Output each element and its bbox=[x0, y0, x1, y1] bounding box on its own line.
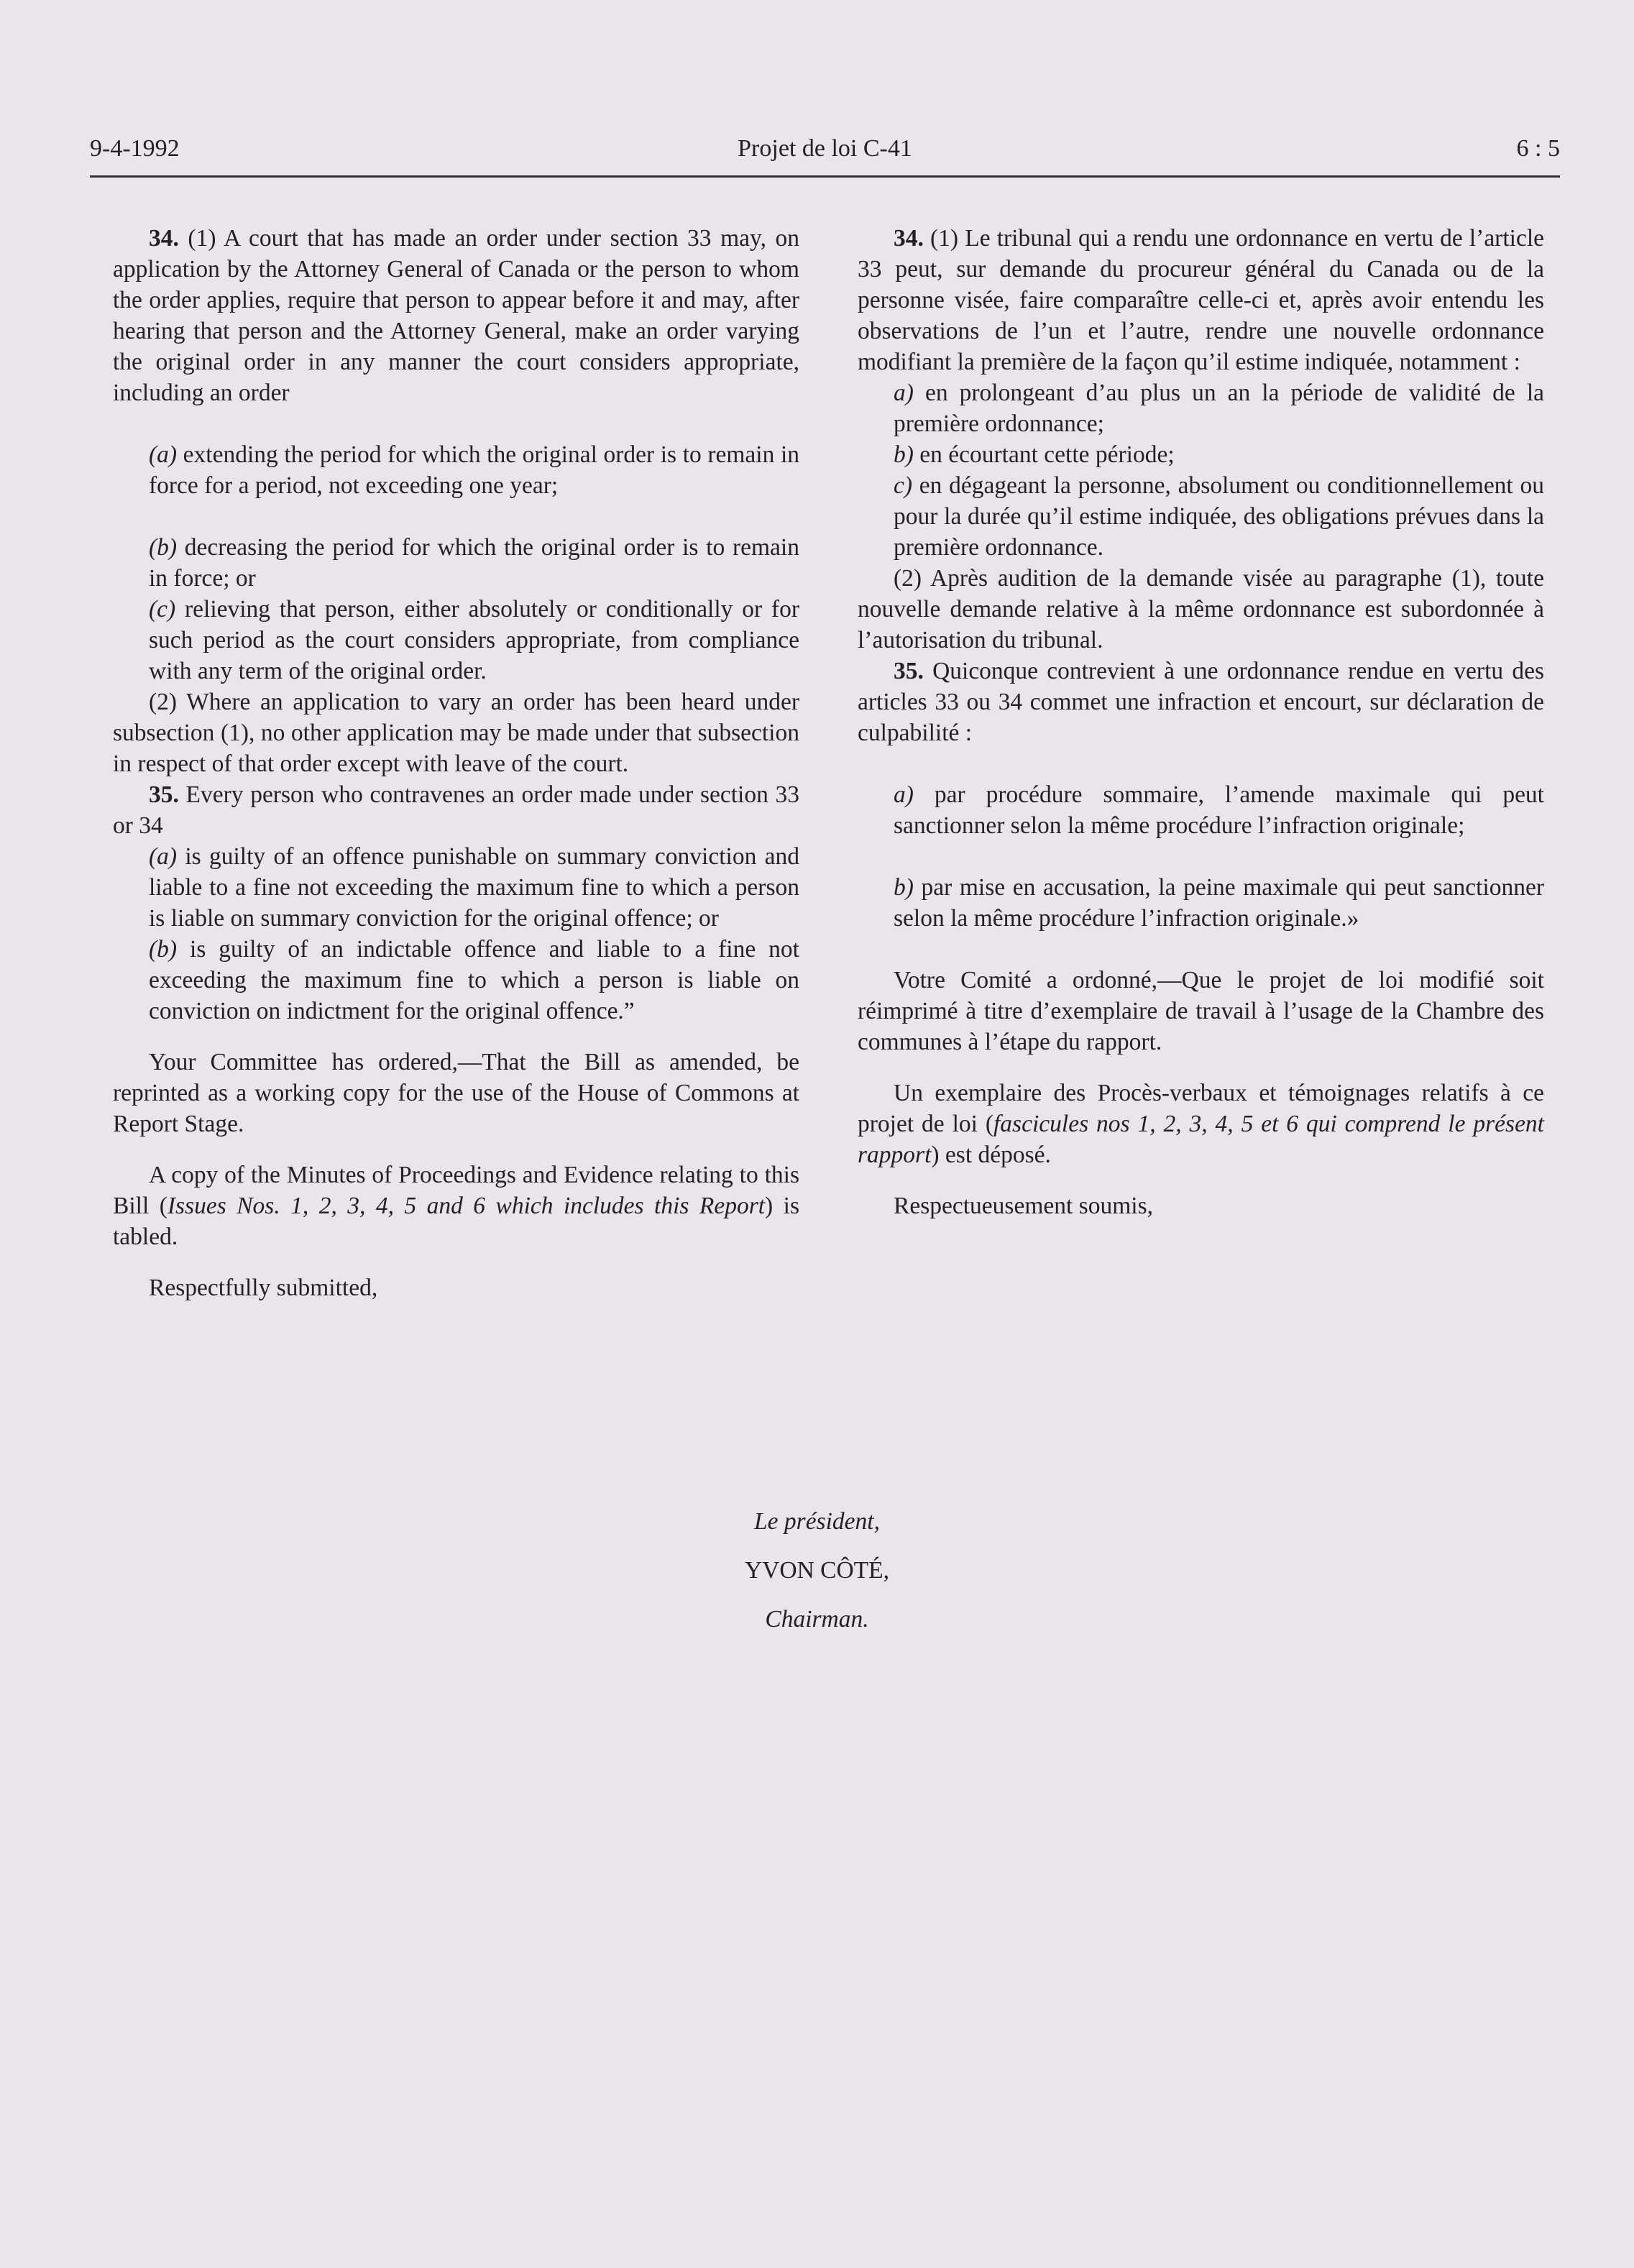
signature-block bbox=[0, 1506, 1634, 1653]
french-column bbox=[858, 223, 1544, 1221]
en-section-35-a: (a) is guilty of an offence punishable on summary conviction and liable to a fine not exceeding the maximum fine to which a person is liable on summary conviction for the original offence; or bbox=[149, 843, 799, 932]
fr-section-34-2: (2) Après audition de la demande visée au paragraphe (1), toute nouvelle demande relative à la même ordonnance est subordonnée à l’autorisation du tribunal. bbox=[858, 565, 1544, 653]
en-minutes-tabled: A copy of the Minutes of Proceedings and Evidence relating to this Bill (Issues Nos. 1, 2, 3, 4, 5 and 6 which includes this Report) is tabled. bbox=[113, 1162, 799, 1250]
page-header bbox=[90, 135, 1560, 178]
fr-section-35-b: b) par mise en accusation, la peine maximale qui peut sanctionner selon la même procédure l’infraction originale.» bbox=[894, 874, 1544, 932]
signature-role-english: Chairman. bbox=[765, 1606, 869, 1633]
en-section-35: 35. Every person who contravenes an order made under section 33 or 34 bbox=[113, 781, 799, 839]
fr-committee-order: Votre Comité a ordonné,—Que le projet de loi modifié soit réimprimé à titre d’exemplaire de travail à l’usage de la Chambre des communes à l’étape du rapport. bbox=[858, 967, 1544, 1055]
fr-minutes-tabled: Un exemplaire des Procès-verbaux et témoignages relatifs à ce projet de loi (fascicules nos 1, 2, 3, 4, 5 et 6 qui comprend le présent rapport) est déposé. bbox=[858, 1080, 1544, 1168]
en-respectfully-submitted: Respectfully submitted, bbox=[149, 1275, 378, 1301]
fr-respectfully-submitted: Respectueusement soumis, bbox=[894, 1193, 1153, 1219]
en-section-34-2: (2) Where an application to vary an order has been heard under subsection (1), no other application may be made under that subsection in respect of that order except with leave of the court. bbox=[113, 689, 799, 777]
en-paragraph-a: (a) extending the period for which the original order is to remain in force for a period, not exceeding one year; bbox=[149, 441, 799, 499]
signature-name: YVON CÔTÉ, bbox=[745, 1557, 889, 1584]
fr-section-35-a: a) par procédure sommaire, l’amende maximale qui peut sanctionner selon la même procédure l’infraction originale; bbox=[894, 781, 1544, 839]
header-date: 9-4-1992 bbox=[90, 135, 180, 162]
fr-paragraph-b: b) en écourtant cette période; bbox=[894, 441, 1175, 468]
en-section-34-1: 34. (1) A court that has made an order under section 33 may, on application by the Attorney General of Canada or the person to whom the order applies, require that person to appear before it and may, after hearing that person and the Attorney General, make an order varying the original order in any manner the court considers appropriate, including an order bbox=[113, 225, 799, 406]
signature-role-french: Le président, bbox=[754, 1508, 880, 1535]
header-title: Projet de loi C-41 bbox=[738, 135, 912, 162]
en-paragraph-b: (b) decreasing the period for which the original order is to remain in force; or bbox=[149, 534, 799, 592]
fr-paragraph-c: c) en dégageant la personne, absolument ou conditionnellement ou pour la durée qu’il estime indiquée, des obligations prévues dans la première ordonnance. bbox=[894, 472, 1544, 561]
english-column bbox=[113, 223, 799, 1303]
fr-section-34-1: 34. (1) Le tribunal qui a rendu une ordonnance en vertu de l’article 33 peut, sur demande du procureur général du Canada ou de la personne visée, faire comparaître celle-ci et, après avoir entendu les observations de l’un et l’autre, rendre une nouvelle ordonnance modifiant la première de la façon qu’il estime indiquée, notamment : bbox=[858, 225, 1544, 375]
en-paragraph-c: (c) relieving that person, either absolutely or conditionally or for such period as the court considers appropriate, from compliance with any term of the original order. bbox=[149, 596, 799, 684]
en-section-35-b: (b) is guilty of an indictable offence and liable to a fine not exceeding the maximum fine to which a person is liable on conviction on indictment for the original offence.” bbox=[149, 936, 799, 1024]
en-committee-order: Your Committee has ordered,—That the Bill as amended, be reprinted as a working copy for the use of the House of Commons at Report Stage. bbox=[113, 1049, 799, 1137]
fr-paragraph-a: a) en prolongeant d’au plus un an la période de validité de la première ordonnance; bbox=[894, 380, 1544, 437]
fr-section-35: 35. Quiconque contrevient à une ordonnance rendue en vertu des articles 33 ou 34 commet une infraction et encourt, sur déclaration de culpabilité : bbox=[858, 658, 1544, 746]
header-page-number: 6 : 5 bbox=[1516, 135, 1560, 162]
